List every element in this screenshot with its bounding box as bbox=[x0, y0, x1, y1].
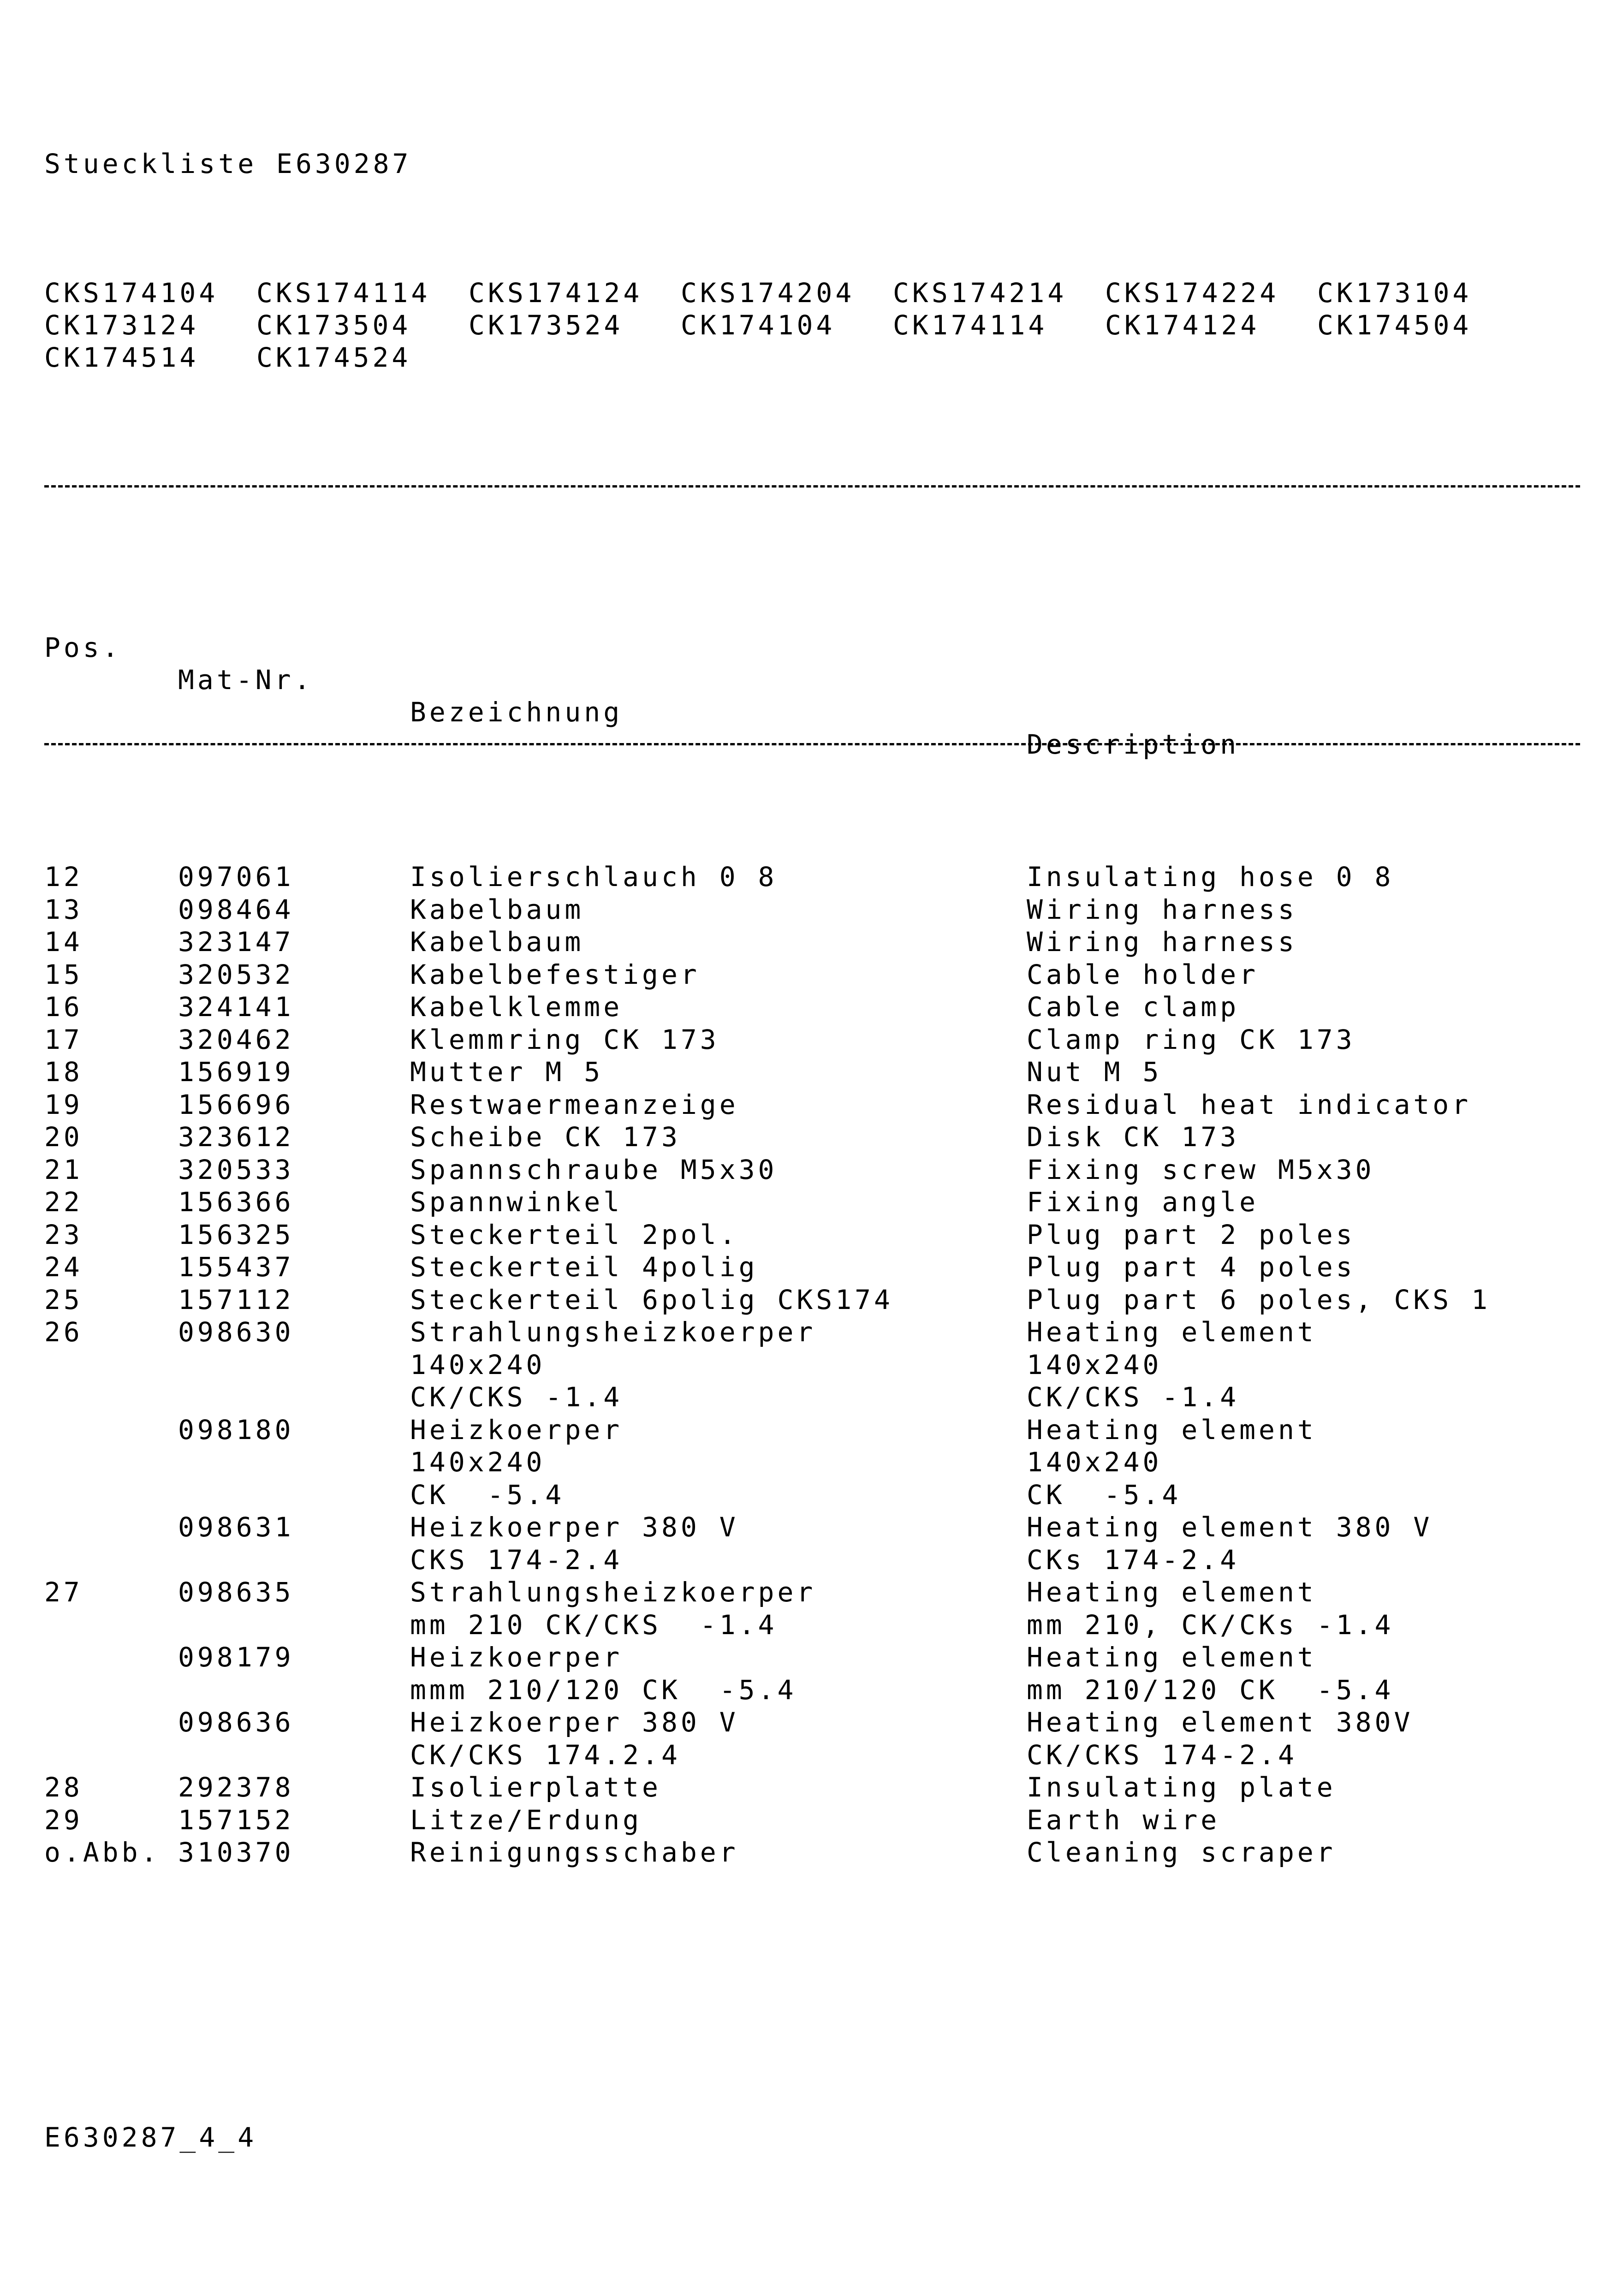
table-row bbox=[44, 1381, 1575, 1414]
row-mat-nr: 098179 bbox=[178, 1642, 294, 1673]
row-mat-nr: 157112 bbox=[178, 1284, 294, 1315]
row-pos: 28 bbox=[44, 1772, 83, 1803]
row-mat-nr: 156366 bbox=[178, 1186, 294, 1218]
row-mat-nr: 098635 bbox=[178, 1576, 294, 1608]
model-code: CKS174214 bbox=[893, 277, 1067, 309]
page-footer-id: E630287_4_4 bbox=[44, 2122, 257, 2153]
table-row bbox=[44, 1316, 1575, 1349]
row-mat-nr: 098631 bbox=[178, 1511, 294, 1543]
row-description: Cleaning scraper bbox=[1027, 1837, 1336, 1868]
row-pos: 18 bbox=[44, 1056, 83, 1088]
row-mat-nr: 097061 bbox=[178, 861, 294, 892]
row-pos: 17 bbox=[44, 1023, 83, 1055]
row-description: mm 210/120 CK -5.4 bbox=[1027, 1674, 1394, 1706]
row-mat-nr: 323147 bbox=[178, 926, 294, 958]
row-pos: 12 bbox=[44, 861, 83, 892]
row-pos: o.Abb. bbox=[44, 1837, 161, 1868]
model-code: CK173104 bbox=[1317, 277, 1472, 309]
row-mat-nr: 323612 bbox=[178, 1121, 294, 1153]
model-code: CKS174104 bbox=[44, 277, 219, 309]
row-bezeichnung: CK -5.4 bbox=[410, 1479, 565, 1511]
parts-table-body bbox=[44, 861, 1575, 1869]
row-description: Clamp ring CK 173 bbox=[1027, 1023, 1355, 1055]
row-pos: 19 bbox=[44, 1089, 83, 1120]
table-row bbox=[44, 1836, 1575, 1869]
row-mat-nr: 156696 bbox=[178, 1089, 294, 1120]
row-pos: 21 bbox=[44, 1154, 83, 1185]
row-mat-nr: 157152 bbox=[178, 1804, 294, 1836]
row-bezeichnung: Strahlungsheizkoerper bbox=[410, 1576, 816, 1608]
row-description: Insulating hose 0 8 bbox=[1027, 861, 1394, 892]
row-bezeichnung: Heizkoerper 380 V bbox=[410, 1511, 739, 1543]
row-bezeichnung: Steckerteil 4polig bbox=[410, 1251, 758, 1283]
table-row bbox=[44, 1284, 1575, 1316]
row-bezeichnung: Heizkoerper 380 V bbox=[410, 1707, 739, 1738]
row-bezeichnung: Kabelbaum bbox=[410, 893, 584, 925]
model-code: CKS174114 bbox=[256, 277, 431, 309]
row-description: Heating element bbox=[1027, 1316, 1317, 1348]
row-bezeichnung: Restwaermeanzeige bbox=[410, 1089, 739, 1120]
row-description: 140x240 bbox=[1027, 1446, 1162, 1478]
row-mat-nr: 292378 bbox=[178, 1772, 294, 1803]
row-mat-nr: 320533 bbox=[178, 1154, 294, 1185]
model-code: CK173524 bbox=[469, 309, 624, 341]
row-bezeichnung: Reinigungsschaber bbox=[410, 1837, 739, 1868]
row-description: Disk CK 173 bbox=[1027, 1121, 1240, 1153]
table-row bbox=[44, 926, 1575, 958]
model-code: CK173124 bbox=[44, 309, 199, 341]
row-bezeichnung: 140x240 bbox=[410, 1349, 546, 1380]
row-bezeichnung: Isolierschlauch 0 8 bbox=[410, 861, 778, 892]
table-row bbox=[44, 1804, 1575, 1837]
table-row bbox=[44, 958, 1575, 991]
row-mat-nr: 098180 bbox=[178, 1414, 294, 1445]
header-mat-nr: Mat-Nr. bbox=[178, 664, 314, 696]
header-description: Description bbox=[1027, 729, 1240, 760]
row-bezeichnung: Kabelbefestiger bbox=[410, 958, 700, 990]
row-description: Fixing screw M5x30 bbox=[1027, 1154, 1375, 1185]
row-bezeichnung: CK/CKS -1.4 bbox=[410, 1381, 623, 1413]
row-description: mm 210, CK/CKs -1.4 bbox=[1027, 1609, 1394, 1641]
row-pos: 15 bbox=[44, 958, 83, 990]
row-bezeichnung: Strahlungsheizkoerper bbox=[410, 1316, 816, 1348]
row-pos: 24 bbox=[44, 1251, 83, 1283]
row-bezeichnung: mm 210 CK/CKS -1.4 bbox=[410, 1609, 778, 1641]
table-row bbox=[44, 1154, 1575, 1186]
model-code: CK174514 bbox=[44, 342, 199, 373]
row-description: Earth wire bbox=[1027, 1804, 1220, 1836]
row-mat-nr: 310370 bbox=[178, 1837, 294, 1868]
divider-top bbox=[44, 485, 1580, 488]
row-pos: 14 bbox=[44, 926, 83, 958]
row-bezeichnung: Steckerteil 2pol. bbox=[410, 1219, 739, 1250]
model-code: CK174524 bbox=[256, 342, 411, 373]
table-row bbox=[44, 1544, 1575, 1576]
row-pos: 22 bbox=[44, 1186, 83, 1218]
table-row bbox=[44, 1771, 1575, 1804]
row-description: Plug part 6 poles, CKS 1 bbox=[1027, 1284, 1491, 1315]
row-bezeichnung: mmm 210/120 CK -5.4 bbox=[410, 1674, 797, 1706]
model-code: CKS174124 bbox=[469, 277, 643, 309]
table-row bbox=[44, 861, 1575, 893]
row-description: Residual heat indicator bbox=[1027, 1089, 1472, 1120]
row-description: Heating element bbox=[1027, 1576, 1317, 1608]
row-description: Wiring harness bbox=[1027, 893, 1297, 925]
row-mat-nr: 098464 bbox=[178, 893, 294, 925]
row-description: Cable clamp bbox=[1027, 991, 1240, 1023]
table-row bbox=[44, 1349, 1575, 1381]
row-description: CKs 174-2.4 bbox=[1027, 1544, 1240, 1576]
table-row bbox=[44, 1089, 1575, 1121]
table-row bbox=[44, 1674, 1575, 1707]
row-mat-nr: 156919 bbox=[178, 1056, 294, 1088]
row-description: Heating element bbox=[1027, 1414, 1317, 1445]
row-bezeichnung: CKS 174-2.4 bbox=[410, 1544, 623, 1576]
table-row bbox=[44, 991, 1575, 1023]
row-pos: 27 bbox=[44, 1576, 83, 1608]
row-description: Heating element bbox=[1027, 1642, 1317, 1673]
table-row bbox=[44, 893, 1575, 926]
row-bezeichnung: Mutter M 5 bbox=[410, 1056, 604, 1088]
row-description: CK/CKS -1.4 bbox=[1027, 1381, 1240, 1413]
header-bezeichnung: Bezeichnung bbox=[410, 696, 623, 728]
model-code: CK174504 bbox=[1317, 309, 1472, 341]
header-pos: Pos. bbox=[44, 632, 122, 663]
row-mat-nr: 155437 bbox=[178, 1251, 294, 1283]
table-row bbox=[44, 1739, 1575, 1772]
table-row bbox=[44, 1414, 1575, 1446]
table-row bbox=[44, 1251, 1575, 1284]
table-row bbox=[44, 1023, 1575, 1056]
table-row bbox=[44, 1641, 1575, 1674]
row-mat-nr: 098636 bbox=[178, 1707, 294, 1738]
model-code: CK174114 bbox=[893, 309, 1048, 341]
row-bezeichnung: Steckerteil 6polig CKS174 bbox=[410, 1284, 893, 1315]
row-description: CK/CKS 174-2.4 bbox=[1027, 1739, 1297, 1771]
row-pos: 16 bbox=[44, 991, 83, 1023]
model-code-list bbox=[44, 277, 1575, 374]
model-code-line bbox=[44, 341, 1575, 374]
row-description: Plug part 2 poles bbox=[1027, 1219, 1355, 1250]
table-row bbox=[44, 1121, 1575, 1154]
model-code: CK174104 bbox=[681, 309, 836, 341]
row-mat-nr: 324141 bbox=[178, 991, 294, 1023]
row-pos: 13 bbox=[44, 893, 83, 925]
model-code-line bbox=[44, 277, 1575, 309]
model-code: CK174124 bbox=[1105, 309, 1260, 341]
row-bezeichnung: 140x240 bbox=[410, 1446, 546, 1478]
model-code: CKS174224 bbox=[1105, 277, 1279, 309]
table-row bbox=[44, 1576, 1575, 1609]
row-mat-nr: 098630 bbox=[178, 1316, 294, 1348]
row-bezeichnung: Heizkoerper bbox=[410, 1642, 623, 1673]
row-description: Wiring harness bbox=[1027, 926, 1297, 958]
row-mat-nr: 320462 bbox=[178, 1023, 294, 1055]
row-description: Nut M 5 bbox=[1027, 1056, 1162, 1088]
document-title: Stueckliste E630287 bbox=[44, 148, 412, 179]
table-row bbox=[44, 1186, 1575, 1219]
row-bezeichnung: Isolierplatte bbox=[410, 1772, 661, 1803]
row-pos: 26 bbox=[44, 1316, 83, 1348]
table-header bbox=[44, 599, 1575, 760]
row-description: Fixing angle bbox=[1027, 1186, 1259, 1218]
row-pos: 25 bbox=[44, 1284, 83, 1315]
table-row bbox=[44, 1219, 1575, 1251]
divider-header bbox=[44, 743, 1580, 745]
row-bezeichnung: Scheibe CK 173 bbox=[410, 1121, 681, 1153]
row-bezeichnung: Klemmring CK 173 bbox=[410, 1023, 719, 1055]
row-pos: 23 bbox=[44, 1219, 83, 1250]
row-bezeichnung: Spannschraube M5x30 bbox=[410, 1154, 778, 1185]
row-description: Heating element 380 V bbox=[1027, 1511, 1433, 1543]
row-description: Plug part 4 poles bbox=[1027, 1251, 1355, 1283]
row-bezeichnung: Kabelklemme bbox=[410, 991, 623, 1023]
table-row bbox=[44, 1446, 1575, 1479]
row-description: 140x240 bbox=[1027, 1349, 1162, 1380]
row-bezeichnung: Kabelbaum bbox=[410, 926, 584, 958]
row-bezeichnung: CK/CKS 174.2.4 bbox=[410, 1739, 681, 1771]
model-code: CK173504 bbox=[256, 309, 411, 341]
row-bezeichnung: Litze/Erdung bbox=[410, 1804, 642, 1836]
table-row bbox=[44, 1511, 1575, 1544]
row-description: CK -5.4 bbox=[1027, 1479, 1182, 1511]
row-pos: 29 bbox=[44, 1804, 83, 1836]
row-mat-nr: 320532 bbox=[178, 958, 294, 990]
row-pos: 20 bbox=[44, 1121, 83, 1153]
row-bezeichnung: Heizkoerper bbox=[410, 1414, 623, 1445]
table-row bbox=[44, 1609, 1575, 1642]
row-bezeichnung: Spannwinkel bbox=[410, 1186, 623, 1218]
table-row bbox=[44, 1056, 1575, 1089]
model-code: CKS174204 bbox=[681, 277, 855, 309]
table-row bbox=[44, 1479, 1575, 1511]
row-description: Heating element 380V bbox=[1027, 1707, 1414, 1738]
table-row bbox=[44, 1706, 1575, 1739]
row-description: Insulating plate bbox=[1027, 1772, 1336, 1803]
model-code-line bbox=[44, 309, 1575, 341]
parts-list-document bbox=[44, 83, 1575, 1901]
row-description: Cable holder bbox=[1027, 958, 1259, 990]
row-mat-nr: 156325 bbox=[178, 1219, 294, 1250]
